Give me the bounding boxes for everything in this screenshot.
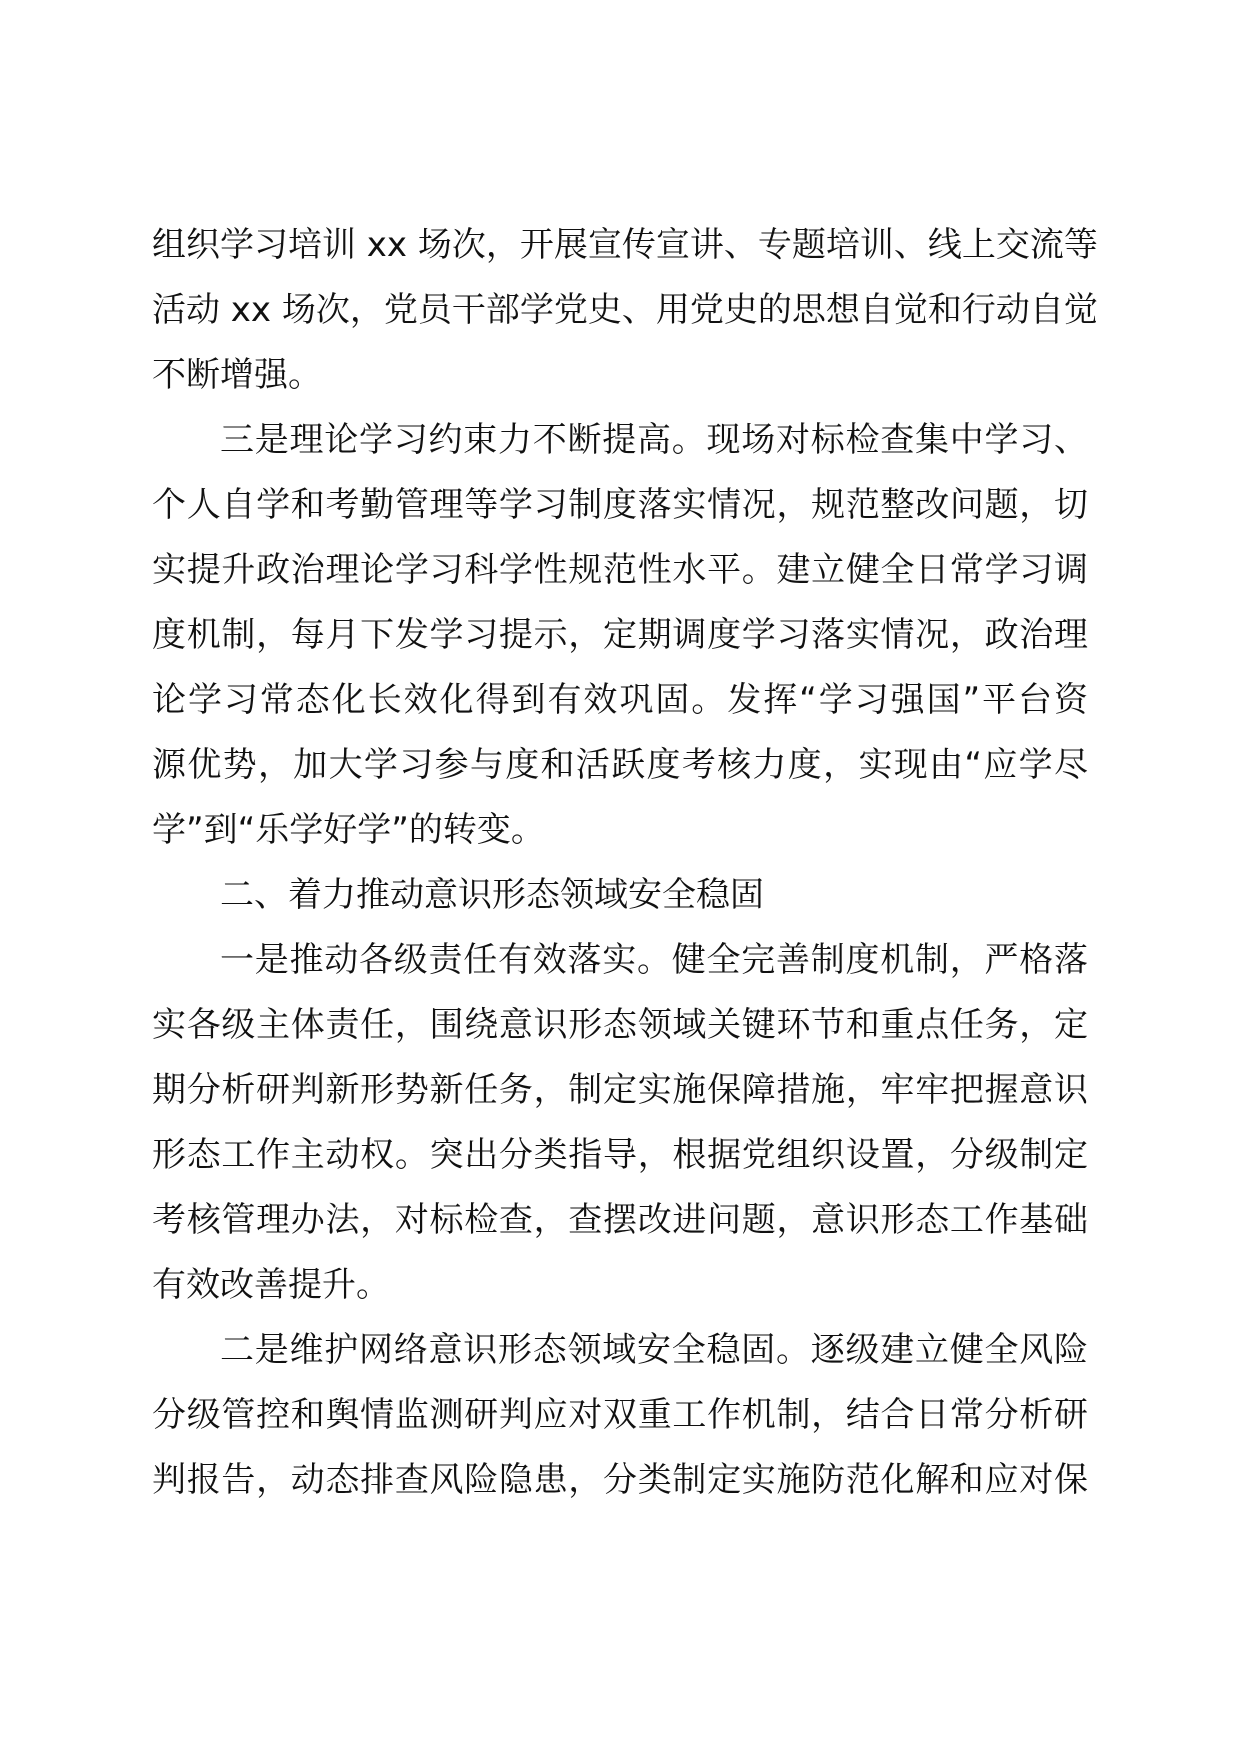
- text-line: 实提升政治理论学习科学性规范性水平。建立健全日常学习调: [152, 550, 1088, 590]
- text-line: 实各级主体责任，围绕意识形态领域关键环节和重点任务，定: [152, 1005, 1088, 1045]
- text-line: 考核管理办法，对标检查，查摆改进问题，意识形态工作基础: [152, 1200, 1088, 1240]
- text-line: 分级管控和舆情监测研判应对双重工作机制，结合日常分析研: [152, 1395, 1088, 1435]
- text-line: 形态工作主动权。突出分类指导，根据党组织设置，分级制定: [152, 1135, 1088, 1175]
- text-line: 活动 xx 场次，党员干部学党史、用党史的思想自觉和行动自觉: [152, 290, 1098, 330]
- text-line: 二是维护网络意识形态领域安全稳固。逐级建立健全风险: [220, 1330, 1088, 1370]
- paragraph-1: [152, 213, 1098, 408]
- text-line: 二、着力推动意识形态领域安全稳固: [220, 875, 764, 915]
- text-line: 组织学习培训 xx 场次，开展宣传宣讲、专题培训、线上交流等: [152, 225, 1098, 265]
- text-line: 判报告，动态排查风险隐患，分类制定实施防范化解和应对保: [152, 1460, 1088, 1500]
- text-line: 度机制，每月下发学习提示，定期调度学习落实情况，政治理: [152, 615, 1088, 655]
- text-line: 期分析研判新形势新任务，制定实施保障措施，牢牢把握意识: [152, 1070, 1088, 1110]
- text-line: 源优势，加大学习参与度和活跃度考核力度，实现由“应学尽: [152, 745, 1088, 785]
- text-line: 一是推动各级责任有效落实。健全完善制度机制，严格落: [220, 940, 1088, 980]
- text-line: 不断增强。: [152, 355, 322, 395]
- text-line: 有效改善提升。: [152, 1265, 390, 1305]
- text-line: 论学习常态化长效化得到有效巩固。发挥“学习强国”平台资: [152, 680, 1088, 720]
- paragraph-3: [152, 928, 1088, 1318]
- text-line: 三是理论学习约束力不断提高。现场对标检查集中学习、: [220, 420, 1088, 460]
- text-line: 学”到“乐学好学”的转变。: [152, 810, 545, 850]
- paragraph-2: [152, 408, 1088, 863]
- paragraph-4: [152, 1318, 1088, 1513]
- text-line: 个人自学和考勤管理等学习制度落实情况，规范整改问题，切: [152, 485, 1088, 525]
- document-body: [152, 213, 1098, 1513]
- section-heading: [152, 863, 1088, 928]
